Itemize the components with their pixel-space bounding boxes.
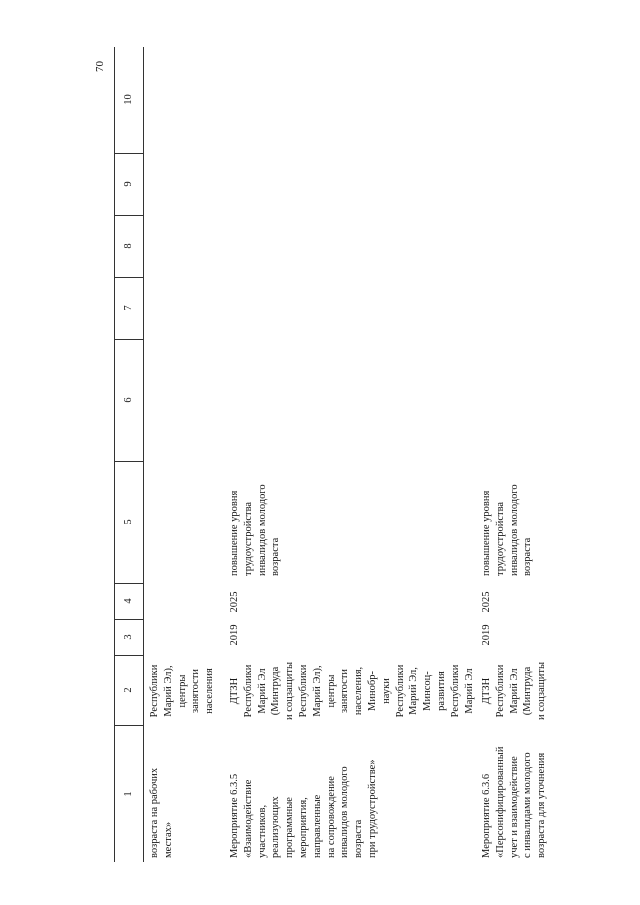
row-activity: возраста на рабочих местах» (149, 767, 174, 858)
row-executor: ДТЗН Республики Марий Эл (Минтруда и соцзащиты (481, 661, 548, 721)
row-start-year: 2019 (229, 624, 240, 646)
table-header (114, 47, 144, 862)
header-col-8: 8 (115, 215, 143, 278)
row-activity: Мероприятие 6.3.5 «Взаимодействие участников, реализующих программные мероприятия, направленные на сопровождение инвалидов молодого возраста при трудоустройстве» (229, 759, 378, 858)
header-col-5: 5 (115, 461, 143, 584)
row-executor: Республики Марий Эл), центры занятости населения (149, 664, 216, 718)
header-col-10: 10 (115, 46, 143, 154)
row-expected-result: повышение уровня трудоустройства инвалидов молодого возраста (481, 484, 534, 576)
header-col-1: 1 (123, 791, 134, 797)
header-col-9: 9 (115, 153, 143, 216)
header-col-4: 4 (115, 583, 143, 620)
header-col-6: 6 (115, 339, 143, 462)
row-expected-result: повышение уровня трудоустройства инвалидов молодого возраста (229, 484, 282, 576)
rotated-table (94, 47, 548, 862)
row-end-year: 2025 (229, 591, 240, 613)
row-executor: ДТЗН Республики Марий Эл (Минтруда и соцзащиты Республики Марий Эл), центры занятости населения, Минобр- науки Республики Марий Эл, Минсоц- развития Республики Марий Эл (229, 661, 475, 721)
row-activity: Мероприятие 6.3.6 «Персонифицированный учет и взаимодействие с инвалидами молодого возраста для уточнения (481, 746, 548, 858)
header-col-2: 2 (115, 655, 143, 726)
page-number: 70 (94, 61, 106, 72)
header-col-3: 3 (115, 619, 143, 656)
row-end-year: 2025 (481, 591, 492, 613)
header-col-7: 7 (115, 277, 143, 340)
row-start-year: 2019 (481, 624, 492, 646)
